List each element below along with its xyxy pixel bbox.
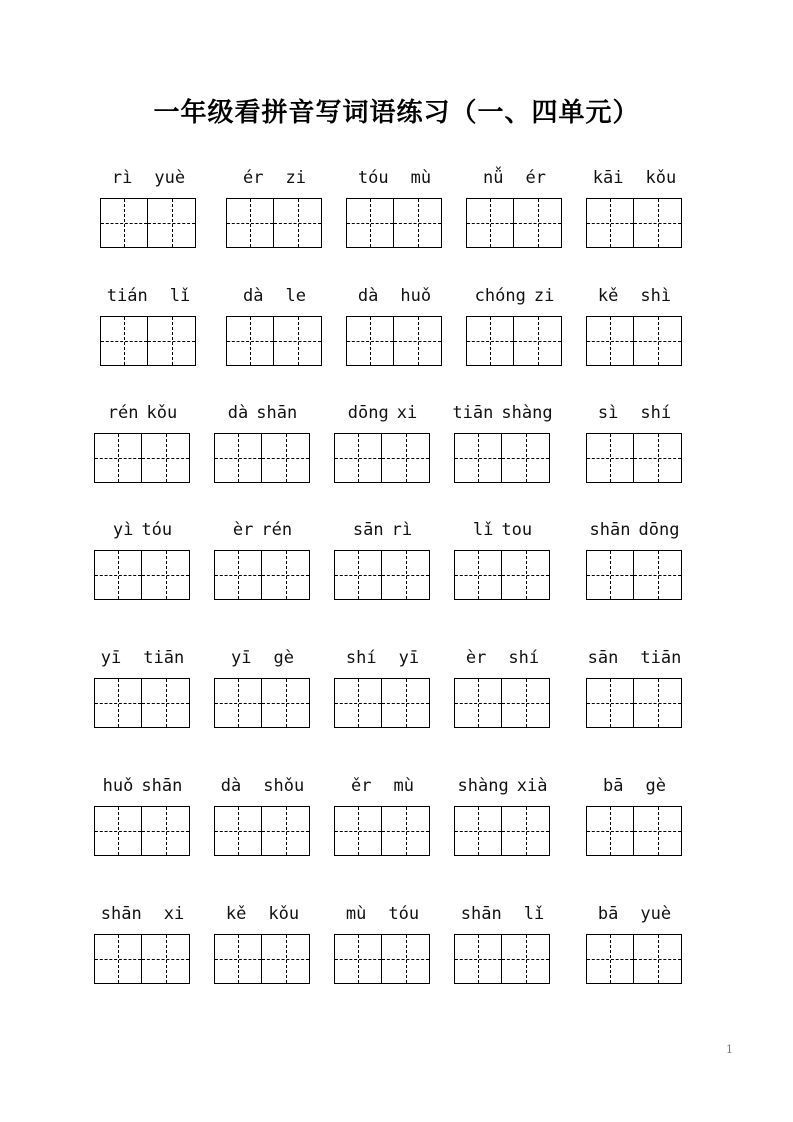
writing-cell[interactable] — [382, 806, 430, 856]
syllable: lǐ — [169, 286, 191, 306]
syllable: sì — [597, 403, 619, 423]
writing-cell[interactable] — [94, 806, 142, 856]
syllable: sān — [352, 520, 384, 540]
writing-cell[interactable] — [634, 806, 682, 856]
writing-cell[interactable] — [454, 934, 502, 984]
writing-cell[interactable] — [142, 433, 190, 483]
pinyin-label — [326, 776, 439, 798]
writing-grid[interactable] — [214, 934, 310, 984]
writing-cell[interactable] — [142, 550, 190, 600]
writing-cell[interactable] — [634, 316, 682, 366]
pinyin-label — [338, 286, 451, 308]
writing-cell[interactable] — [454, 433, 502, 483]
pinyin-label — [92, 168, 205, 190]
syllable: ér — [525, 168, 546, 188]
writing-cell[interactable] — [226, 316, 274, 366]
syllable: lǐ — [523, 904, 545, 924]
writing-grid[interactable] — [454, 678, 550, 728]
pinyin-label — [578, 520, 691, 542]
syllable: shān — [589, 520, 631, 540]
writing-grid[interactable] — [346, 316, 442, 366]
pinyin-label — [326, 904, 439, 926]
writing-cell[interactable] — [142, 806, 190, 856]
syllable: dōng — [638, 520, 680, 540]
writing-grid[interactable] — [226, 198, 322, 248]
syllable: bā — [597, 904, 619, 924]
syllable: tiān — [452, 403, 494, 423]
pinyin-label — [326, 648, 439, 670]
writing-cell[interactable] — [226, 198, 274, 248]
writing-grid[interactable] — [334, 550, 430, 600]
writing-cell[interactable] — [346, 316, 394, 366]
syllable: dà — [243, 286, 264, 306]
writing-cell[interactable] — [634, 934, 682, 984]
writing-cell[interactable] — [214, 550, 262, 600]
writing-grid[interactable] — [214, 678, 310, 728]
pinyin-label — [578, 168, 691, 190]
writing-cell[interactable] — [634, 198, 682, 248]
writing-cell[interactable] — [214, 934, 262, 984]
writing-grid[interactable] — [586, 678, 682, 728]
writing-grid[interactable] — [334, 934, 430, 984]
syllable: yuè — [154, 168, 186, 188]
syllable: kǒu — [268, 904, 300, 924]
syllable: kǒu — [146, 403, 178, 423]
pinyin-label — [578, 286, 691, 308]
writing-cell[interactable] — [142, 678, 190, 728]
syllable: zi — [533, 286, 555, 306]
syllable: tóu — [388, 904, 420, 924]
writing-cell[interactable] — [262, 433, 310, 483]
writing-grid[interactable] — [586, 934, 682, 984]
writing-cell[interactable] — [382, 433, 430, 483]
syllable: mù — [345, 904, 367, 924]
writing-cell[interactable] — [334, 678, 382, 728]
pinyin-label — [458, 168, 571, 190]
writing-grid[interactable] — [214, 806, 310, 856]
pinyin-label — [446, 648, 559, 670]
writing-cell[interactable] — [148, 316, 196, 366]
writing-grid[interactable] — [94, 550, 190, 600]
syllable: shàng — [457, 776, 509, 796]
syllable: shàng — [501, 403, 553, 423]
page-title: 一年级看拼音写词语练习（一、四单元） — [153, 98, 640, 128]
writing-grid[interactable] — [214, 550, 310, 600]
syllable: xià — [516, 776, 548, 796]
syllable: mù — [410, 168, 432, 188]
writing-cell[interactable] — [142, 934, 190, 984]
writing-grid[interactable] — [100, 198, 196, 248]
writing-cell[interactable] — [586, 678, 634, 728]
syllable: shān — [460, 904, 502, 924]
pinyin-label — [578, 403, 691, 425]
writing-grid[interactable] — [586, 316, 682, 366]
writing-cell[interactable] — [586, 198, 634, 248]
syllable: tiān — [640, 648, 682, 668]
pinyin-label — [92, 286, 205, 308]
writing-grid[interactable] — [586, 433, 682, 483]
pinyin-label — [338, 168, 451, 190]
syllable: sān — [587, 648, 619, 668]
syllable: rén — [261, 520, 293, 540]
writing-cell[interactable] — [100, 316, 148, 366]
writing-grid[interactable] — [586, 806, 682, 856]
syllable: dōng — [347, 403, 389, 423]
pinyin-label — [458, 286, 571, 308]
writing-cell[interactable] — [94, 678, 142, 728]
writing-cell[interactable] — [586, 550, 634, 600]
writing-grid[interactable] — [214, 433, 310, 483]
writing-grid[interactable] — [346, 198, 442, 248]
syllable: kǒu — [645, 168, 677, 188]
writing-cell[interactable] — [334, 433, 382, 483]
writing-cell[interactable] — [262, 806, 310, 856]
syllable: shí — [640, 403, 672, 423]
writing-cell[interactable] — [274, 198, 322, 248]
writing-cell[interactable] — [382, 550, 430, 600]
writing-grid[interactable] — [94, 433, 190, 483]
writing-grid[interactable] — [94, 934, 190, 984]
writing-grid[interactable] — [586, 550, 682, 600]
writing-cell[interactable] — [334, 550, 382, 600]
writing-cell[interactable] — [334, 934, 382, 984]
writing-cell[interactable] — [514, 198, 562, 248]
writing-grid[interactable] — [454, 806, 550, 856]
writing-cell[interactable] — [502, 550, 550, 600]
writing-grid[interactable] — [100, 316, 196, 366]
syllable: ér — [243, 168, 264, 188]
syllable: bā — [603, 776, 624, 796]
syllable: huǒ — [400, 286, 432, 306]
syllable: lǐ — [472, 520, 494, 540]
writing-cell[interactable] — [94, 550, 142, 600]
writing-grid[interactable] — [226, 316, 322, 366]
syllable: kāi — [592, 168, 624, 188]
syllable: xi — [163, 904, 185, 924]
writing-cell[interactable] — [586, 433, 634, 483]
writing-cell[interactable] — [334, 806, 382, 856]
pinyin-label — [206, 776, 319, 798]
writing-cell[interactable] — [502, 678, 550, 728]
syllable: rì — [111, 168, 133, 188]
writing-cell[interactable] — [382, 678, 430, 728]
syllable: nǚ — [483, 168, 504, 188]
writing-cell[interactable] — [502, 934, 550, 984]
pinyin-label — [578, 776, 691, 798]
pinyin-label — [326, 520, 439, 542]
syllable: shān — [256, 403, 298, 423]
writing-grid[interactable] — [334, 433, 430, 483]
writing-cell[interactable] — [634, 433, 682, 483]
pinyin-label — [446, 403, 559, 425]
syllable: rén — [107, 403, 139, 423]
syllable: dà — [357, 286, 379, 306]
writing-cell[interactable] — [262, 550, 310, 600]
writing-grid[interactable] — [454, 550, 550, 600]
writing-cell[interactable] — [394, 316, 442, 366]
pinyin-label — [86, 904, 199, 926]
writing-cell[interactable] — [214, 433, 262, 483]
syllable: yī — [398, 648, 420, 668]
syllable: rì — [391, 520, 413, 540]
syllable: tián — [106, 286, 148, 306]
pinyin-label — [446, 904, 559, 926]
syllable: yuè — [640, 904, 672, 924]
syllable: xi — [396, 403, 418, 423]
writing-cell[interactable] — [148, 198, 196, 248]
pinyin-label — [206, 648, 319, 670]
pinyin-label — [86, 776, 199, 798]
syllable: tou — [501, 520, 533, 540]
syllable: tóu — [357, 168, 389, 188]
pinyin-label — [206, 904, 319, 926]
writing-cell[interactable] — [100, 198, 148, 248]
pinyin-label — [206, 403, 319, 425]
writing-cell[interactable] — [586, 316, 634, 366]
syllable: chóng — [474, 286, 526, 306]
syllable: yì — [112, 520, 134, 540]
syllable: shì — [640, 286, 672, 306]
writing-cell[interactable] — [454, 678, 502, 728]
writing-grid[interactable] — [466, 198, 562, 248]
writing-cell[interactable] — [466, 198, 514, 248]
writing-grid[interactable] — [334, 678, 430, 728]
pinyin-label — [326, 403, 439, 425]
writing-cell[interactable] — [394, 198, 442, 248]
writing-cell[interactable] — [94, 934, 142, 984]
syllable: yī — [231, 648, 252, 668]
writing-grid[interactable] — [94, 806, 190, 856]
syllable: shān — [100, 904, 142, 924]
syllable: dà — [227, 403, 249, 423]
syllable: yī — [100, 648, 122, 668]
syllable: shí — [508, 648, 540, 668]
pinyin-label — [86, 403, 199, 425]
pinyin-label — [86, 520, 199, 542]
writing-cell[interactable] — [274, 316, 322, 366]
syllable: èr — [465, 648, 487, 668]
syllable: tiān — [143, 648, 185, 668]
syllable: kě — [597, 286, 619, 306]
syllable: dà — [220, 776, 242, 796]
writing-cell[interactable] — [214, 806, 262, 856]
pinyin-label — [206, 520, 319, 542]
pinyin-label — [86, 648, 199, 670]
writing-cell[interactable] — [502, 806, 550, 856]
writing-cell[interactable] — [262, 678, 310, 728]
syllable: gè — [645, 776, 666, 796]
writing-grid[interactable] — [466, 316, 562, 366]
syllable: èr — [232, 520, 254, 540]
writing-grid[interactable] — [334, 806, 430, 856]
syllable: zi — [285, 168, 306, 188]
writing-cell[interactable] — [466, 316, 514, 366]
writing-grid[interactable] — [454, 433, 550, 483]
page-number: 1 — [726, 1043, 733, 1056]
writing-cell[interactable] — [586, 806, 634, 856]
writing-cell[interactable] — [346, 198, 394, 248]
writing-cell[interactable] — [94, 433, 142, 483]
syllable: huǒ — [102, 776, 134, 796]
writing-grid[interactable] — [94, 678, 190, 728]
syllable: gè — [273, 648, 294, 668]
pinyin-label — [446, 776, 559, 798]
syllable: tóu — [141, 520, 173, 540]
syllable: shān — [141, 776, 183, 796]
writing-cell[interactable] — [454, 806, 502, 856]
writing-cell[interactable] — [214, 678, 262, 728]
writing-cell[interactable] — [634, 678, 682, 728]
writing-grid[interactable] — [454, 934, 550, 984]
pinyin-label — [578, 648, 691, 670]
writing-cell[interactable] — [502, 433, 550, 483]
syllable: mù — [393, 776, 414, 796]
syllable: ěr — [351, 776, 372, 796]
syllable: shǒu — [263, 776, 305, 796]
pinyin-label — [578, 904, 691, 926]
pinyin-label — [218, 168, 331, 190]
writing-cell[interactable] — [382, 934, 430, 984]
pinyin-label — [446, 520, 559, 542]
writing-grid[interactable] — [586, 198, 682, 248]
syllable: kě — [225, 904, 247, 924]
syllable: le — [285, 286, 306, 306]
writing-cell[interactable] — [262, 934, 310, 984]
writing-cell[interactable] — [586, 934, 634, 984]
writing-cell[interactable] — [514, 316, 562, 366]
syllable: shí — [345, 648, 377, 668]
pinyin-label — [218, 286, 331, 308]
writing-cell[interactable] — [634, 550, 682, 600]
writing-cell[interactable] — [454, 550, 502, 600]
